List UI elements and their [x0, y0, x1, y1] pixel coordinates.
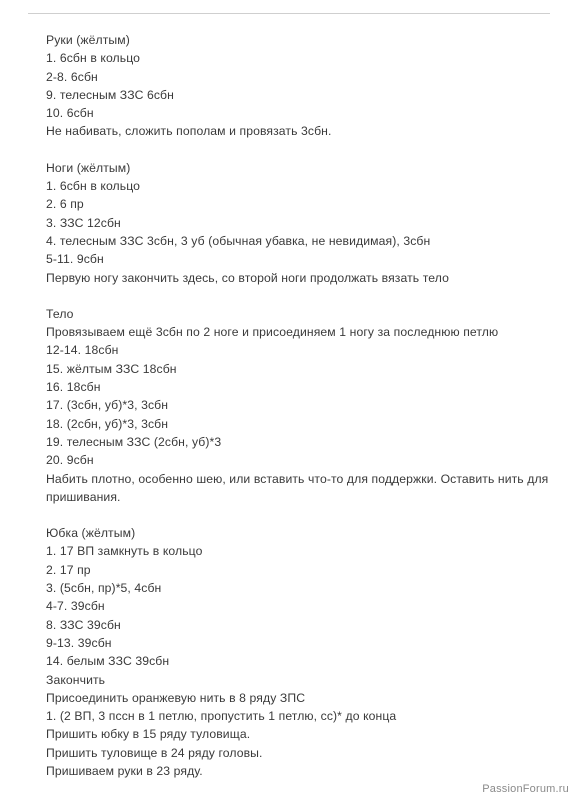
section-title: Ноги (жёлтым) — [46, 160, 131, 175]
pattern-line: 18. (2сбн, уб)*3, 3сбн — [46, 416, 169, 431]
pattern-line: 1. (2 ВП, 3 пссн в 1 петлю, пропустить 1 петлю, сс)* до конца — [46, 709, 397, 724]
pattern-line: 2. 17 пр — [46, 562, 91, 577]
watermark: PassionForum.ru — [482, 783, 569, 795]
section-body — [46, 305, 556, 506]
pattern-line: 1. 6сбн в кольцо — [46, 51, 141, 66]
pattern-line: 1. 17 ВП замкнуть в кольцо — [46, 544, 203, 559]
pattern-line: 14. белым ЗЗС 39сбн — [46, 654, 170, 669]
pattern-line: 17. (3сбн, уб)*3, 3сбн — [46, 398, 169, 413]
pattern-line: 15. жёлтым ЗЗС 18сбн — [46, 361, 177, 376]
pattern-line: 4. телесным ЗЗС 3сбн, 3 уб (обычная убавка, не невидимая), 3сбн — [46, 233, 431, 248]
section-legs — [46, 159, 556, 287]
section-title: Руки (жёлтым) — [46, 33, 130, 47]
pattern-line: 3. ЗЗС 12сбн — [46, 215, 121, 230]
pattern-line: 8. ЗЗС 39сбн — [46, 617, 121, 632]
pattern-text — [46, 31, 556, 798]
pattern-line: 5-11. 9сбн — [46, 252, 104, 267]
section-title: Юбка (жёлтым) — [46, 526, 136, 541]
section-title: Тело — [46, 306, 74, 321]
pattern-line: 19. телесным ЗЗС (2сбн, уб)*3 — [46, 434, 222, 449]
pattern-line: 9. телесным ЗЗС 6сбн — [46, 87, 174, 102]
pattern-line: 3. (5сбн, пр)*5, 4сбн — [46, 581, 162, 596]
pattern-line: 4-7. 39сбн — [46, 599, 105, 614]
pattern-line: Набить плотно, особенно шею, или вставить что-то для поддержки. Оставить нить для пришивания. — [46, 471, 549, 504]
pattern-line: 1. 6сбн в кольцо — [46, 179, 141, 194]
pattern-line: 10. 6сбн — [46, 106, 94, 121]
pattern-line: Пришиваем руки в 23 ряду. — [46, 763, 203, 778]
pattern-line: Пришить туловище в 24 ряду головы. — [46, 745, 263, 760]
top-divider — [28, 13, 550, 14]
pattern-line: Пришить юбку в 15 ряду туловища. — [46, 727, 251, 742]
section-arms — [46, 31, 556, 141]
pattern-line: Первую ногу закончить здесь, со второй ноги продолжать вязать тело — [46, 270, 449, 285]
pattern-line: 12-14. 18сбн — [46, 343, 119, 358]
pattern-line: Не набивать, сложить пополам и провязать 3сбн. — [46, 124, 332, 139]
pattern-line: 2. 6 пр — [46, 197, 84, 212]
section-skirt — [46, 524, 556, 780]
pattern-line: Провязываем ещё 3сбн по 2 ноге и присоединяем 1 ногу за последнюю петлю — [46, 325, 499, 340]
pattern-line: 20. 9сбн — [46, 453, 94, 468]
pattern-line: 9-13. 39сбн — [46, 635, 112, 650]
pattern-line: Закончить — [46, 672, 106, 687]
pattern-line: Присоединить оранжевую нить в 8 ряду ЗПС — [46, 690, 306, 705]
pattern-line: 16. 18сбн — [46, 380, 101, 395]
pattern-line: 2-8. 6сбн — [46, 69, 98, 84]
